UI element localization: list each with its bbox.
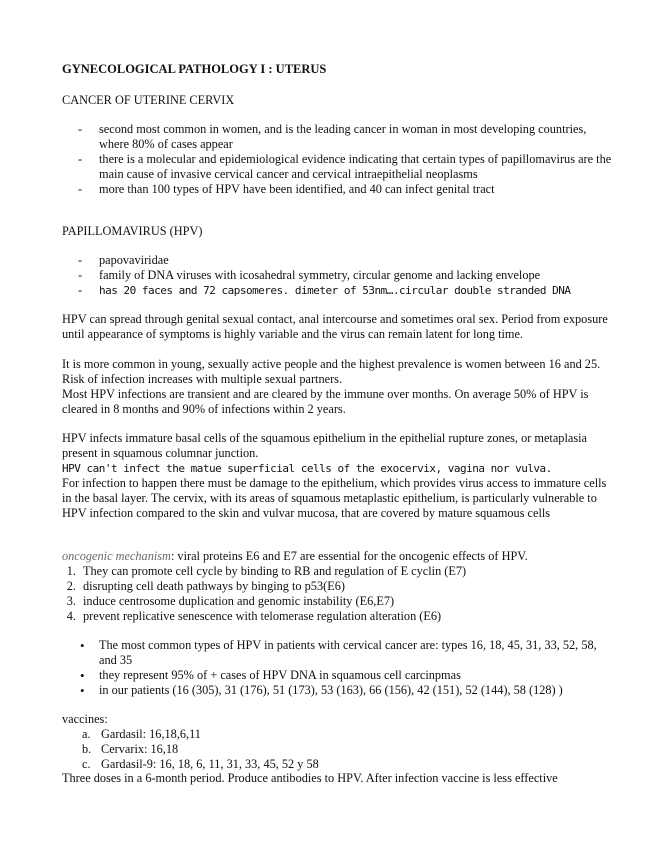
hpv-list	[62, 253, 615, 298]
paragraph-transmission: HPV can spread through genital sexual contact, anal intercourse and sometimes oral sex. Period from exposure until appearance of symptoms is highly variable and the virus can remain latent for long time.	[62, 312, 608, 341]
list-item: c. Gardasil-9: 16, 18, 6, 11, 31, 33, 45, 52 y 58	[82, 757, 319, 771]
page-title: GYNECOLOGICAL PATHOLOGY I : UTERUS	[62, 62, 327, 76]
cervix-list	[62, 122, 615, 197]
paragraph-prevalence	[62, 357, 615, 417]
hpv-types-list	[62, 638, 615, 698]
vaccines-note: Three doses in a 6-month period. Produce antibodies to HPV. After infection vaccine is less effective	[62, 771, 558, 785]
vaccines-heading: vaccines:	[62, 712, 108, 726]
paragraph-text: HPV infects immature basal cells of the squamous epithelium in the epithelial rupture zones, or metaplasia present in squamous columnar junction.	[62, 431, 587, 460]
list-item: - there is a molecular and epidemiological evidence indicating that certain types of papillomavirus are the main cause of invasive cervical cancer and cervical intraepithelial neoplasms	[78, 152, 612, 181]
list-item: • The most common types of HPV in patients with cervical cancer are: types 16, 18, 45, 31, 33, 52, 58, and 35	[80, 638, 597, 667]
list-item: - has 20 faces and 72 capsomeres. dimeter of 53nm….circular double stranded DNA	[78, 283, 571, 297]
list-item: 4. prevent replicative senescence with telomerase regulation alteration (E6)	[66, 609, 442, 623]
list-item: - family of DNA viruses with icosahedral symmetry, circular genome and lacking envelope	[78, 268, 541, 282]
list-item: • they represent 95% of + cases of HPV DNA in squamous cell carcinpmas	[80, 668, 461, 683]
list-item: - papovaviridae	[78, 253, 169, 267]
paragraph-text: HPV can't infect the matue superficial cells of the exocervix, vagina nor vulva.	[62, 462, 552, 475]
paragraph-text: Most HPV infections are transient and are cleared by the immune over months. On average 50% of HPV is cleared in 8 months and 90% of infections within 2 years.	[62, 387, 589, 416]
cervix-heading: CANCER OF UTERINE CERVIX	[62, 93, 235, 107]
list-item: - second most common in women, and is the leading cancer in woman in most developing countries, where 80% of cases appear	[78, 122, 587, 151]
list-item: • in our patients (16 (305), 31 (176), 51 (173), 53 (163), 66 (156), 42 (151), 52 (144), 58 (128) )	[80, 683, 563, 698]
oncogenic-intro: oncogenic mechanism: viral proteins E6 and E7 are essential for the oncogenic effects of HPV.	[62, 549, 528, 563]
list-item: a. Gardasil: 16,18,6,11	[82, 727, 201, 741]
oncogenic-label: oncogenic mechanism	[62, 549, 171, 563]
list-item: 2. disrupting cell death pathways by binging to p53(E6)	[66, 579, 345, 593]
list-item: 1. They can promote cell cycle by binding to RB and regulation of E cyclin (E7)	[66, 564, 467, 578]
paragraph-infection	[62, 431, 615, 521]
list-item: - more than 100 types of HPV have been identified, and 40 can infect genital tract	[78, 182, 495, 196]
hpv-heading: PAPILLOMAVIRUS (HPV)	[62, 224, 203, 238]
paragraph-text: For infection to happen there must be damage to the epithelium, which provides virus access to immature cells in the basal layer. The cervix, with its areas of squamous metaplastic epithelium, is particularly vulnerable to HPV infection compared to the skin and vulvar mucosa, that are covered by mature squamous cells	[62, 476, 607, 520]
oncogenic-list	[62, 564, 615, 624]
list-item: 3. induce centrosome duplication and genomic instability (E6,E7)	[66, 594, 395, 608]
vaccines-list	[62, 727, 615, 772]
paragraph-text: It is more common in young, sexually active people and the highest prevalence is women between 16 and 25. Risk of infection increases with multiple sexual partners.	[62, 357, 601, 386]
list-item: b. Cervarix: 16,18	[82, 742, 179, 756]
